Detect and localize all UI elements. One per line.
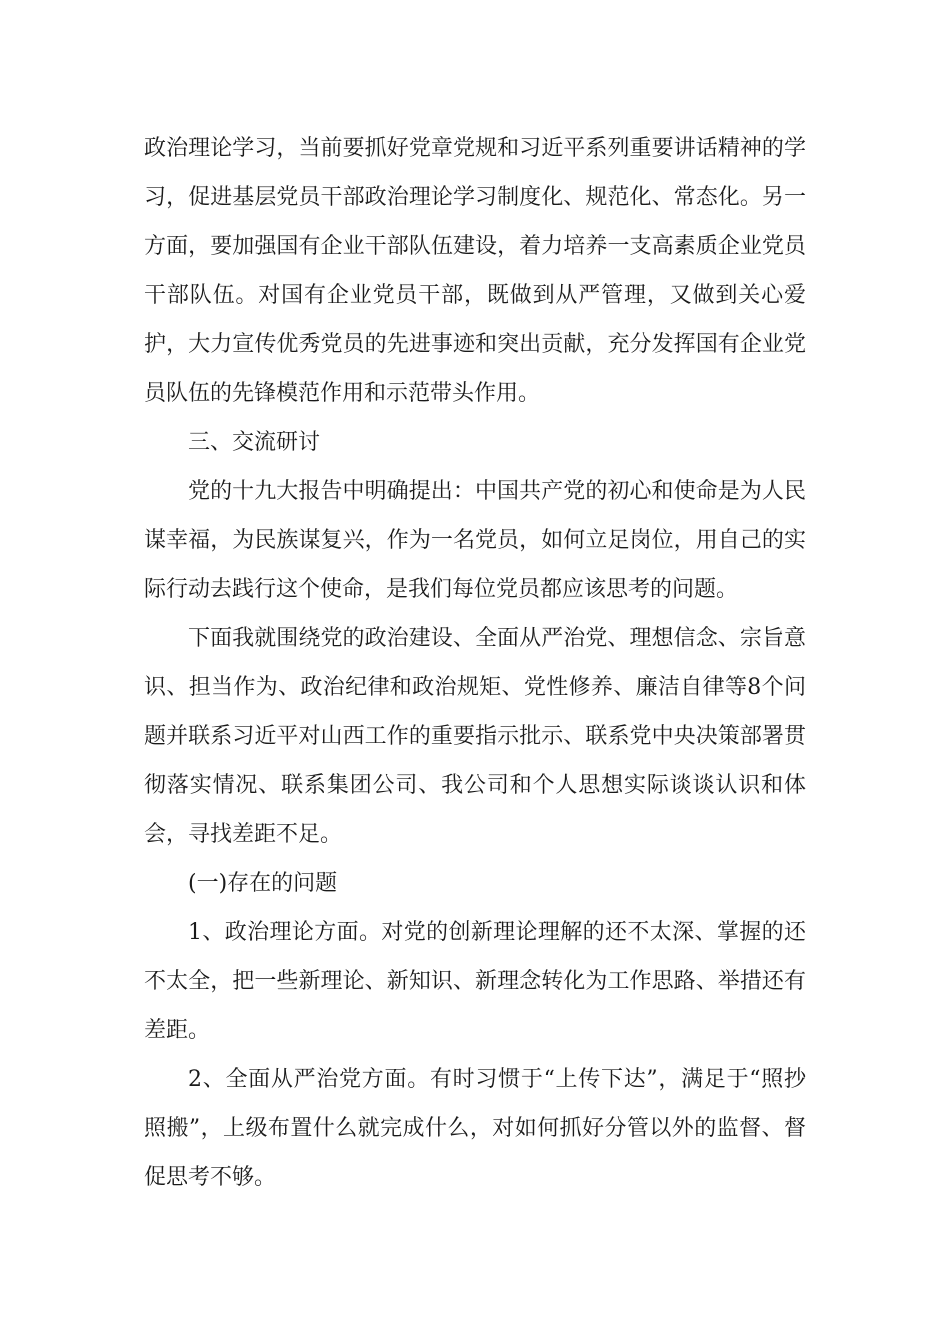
document-body <box>144 124 806 1202</box>
section-heading-exchange: 三、交流研讨 <box>188 430 321 455</box>
paragraph-problem-1: 1、政治理论方面。对党的创新理论理解的还不太深、掌握的还不太全，把一些新理论、新知识、新理念转化为工作思路、举措还有差距。 <box>144 920 806 1043</box>
paragraph-nineteenth-congress: 党的十九大报告中明确提出：中国共产党的初心和使命是为人民谋幸福，为民族谋复兴，作为一名党员，如何立足岗位，用自己的实际行动去践行这个使命，是我们每位党员都应该思考的问题。 <box>144 479 806 602</box>
paragraph-discussion-intro: 下面我就围绕党的政治建设、全面从严治党、理想信念、宗旨意识、担当作为、政治纪律和政治规矩、党性修养、廉洁自律等8个问题并联系习近平对山西工作的重要指示批示、联系党中央决策部署贯彻落实情况、联系集团公司、我公司和个人思想实际谈谈认识和体会，寻找差距不足。 <box>144 626 806 847</box>
paragraph-problem-2: 2、全面从严治党方面。有时习惯于“上传下达”，满足于“照抄照搬”，上级布置什么就完成什么，对如何抓好分管以外的监督、督促思考不够。 <box>144 1067 806 1190</box>
paragraph-continuation: 政治理论学习，当前要抓好党章党规和习近平系列重要讲话精神的学习，促进基层党员干部政治理论学习制度化、规范化、常态化。另一方面，要加强国有企业干部队伍建设，着力培养一支高素质企业党员干部队伍。对国有企业党员干部，既做到从严管理，又做到关心爱护，大力宣传优秀党员的先进事迹和突出贡献，充分发挥国有企业党员队伍的先锋模范作用和示范带头作用。 <box>144 136 806 406</box>
subheading-existing-problems: (一)存在的问题 <box>188 871 338 896</box>
